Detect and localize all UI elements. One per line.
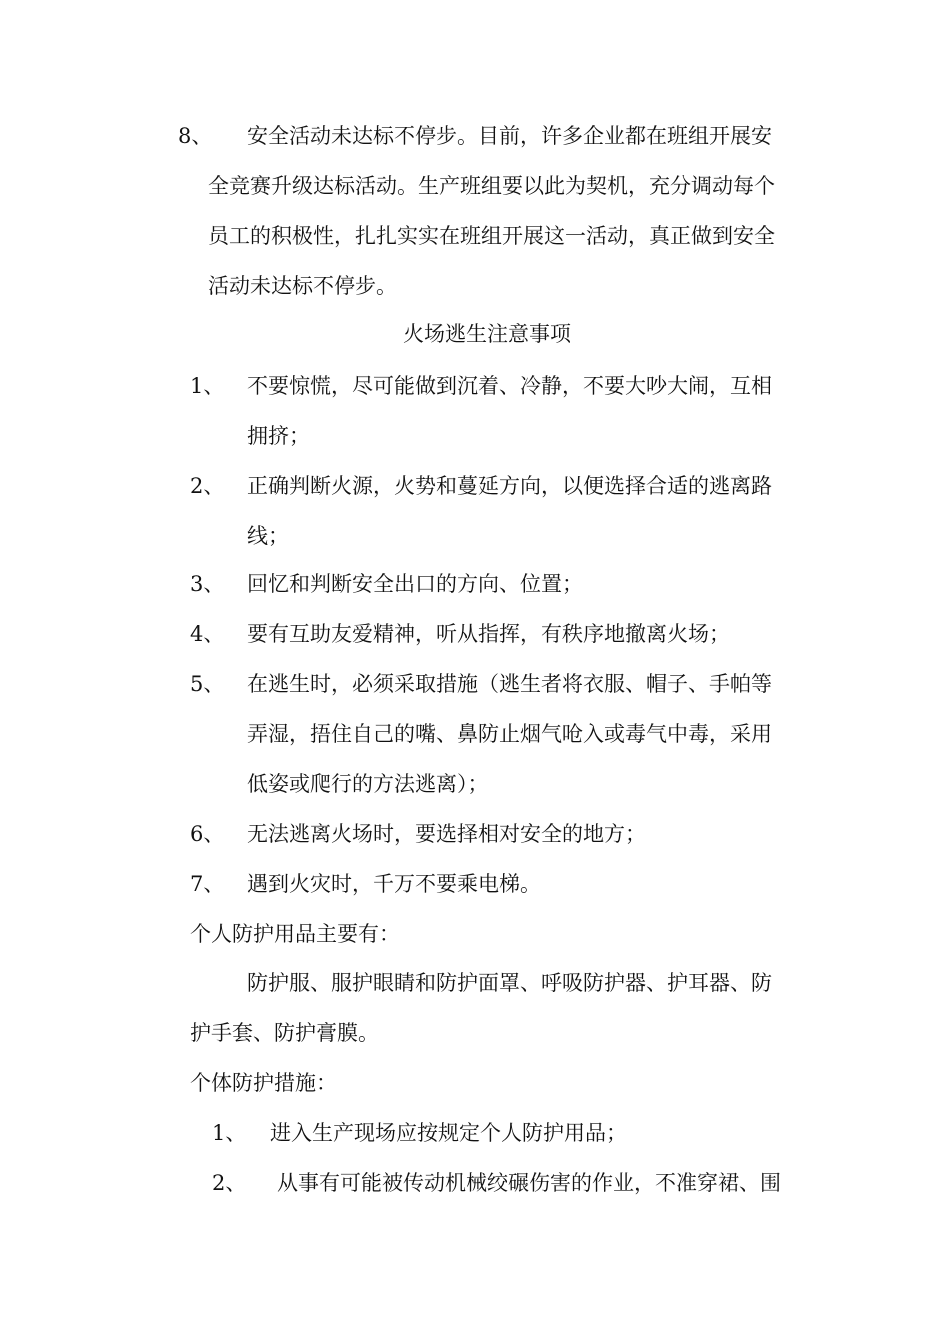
list-item-text: 在逃生时，必须采取措施（逃生者将衣服、帽子、手帕等	[247, 672, 772, 696]
list-item-number: 3、	[190, 572, 225, 596]
paragraph-line: 员工的积极性，扎扎实实在班组开展这一活动，真正做到安全	[208, 224, 775, 248]
list-item-number: 6、	[190, 822, 225, 846]
item-number: 8、	[178, 124, 213, 148]
paragraph-line: 防护服、服护眼睛和防护面罩、呼吸防护器、护耳器、防	[247, 971, 772, 995]
list-item-number: 1、	[212, 1121, 247, 1145]
list-item-text: 弄湿，捂住自己的嘴、鼻防止烟气呛入或毒气中毒，采用	[247, 722, 772, 746]
list-item-text: 进入生产现场应按规定个人防护用品；	[270, 1121, 627, 1145]
list-item-text: 线；	[247, 524, 289, 548]
list-item-number: 7、	[190, 872, 225, 896]
list-item-number: 2、	[190, 474, 225, 498]
paragraph-line: 护手套、防护膏膜。	[190, 1021, 379, 1045]
list-item-text: 无法逃离火场时，要选择相对安全的地方；	[247, 822, 646, 846]
section-heading: 个人防护用品主要有：	[190, 922, 400, 946]
list-item-number: 1、	[190, 374, 225, 398]
list-item-text: 低姿或爬行的方法逃离）；	[247, 772, 489, 796]
list-item-text: 回忆和判断安全出口的方向、位置；	[247, 572, 583, 596]
paragraph-line: 安全活动未达标不停步。目前，许多企业都在班组开展安	[247, 124, 772, 148]
list-item-text: 正确判断火源，火势和蔓延方向，以便选择合适的逃离路	[247, 474, 772, 498]
list-item-text: 从事有可能被传动机械绞碾伤害的作业，不准穿裙、围	[277, 1171, 781, 1195]
paragraph-line: 全竞赛升级达标活动。生产班组要以此为契机，充分调动每个	[208, 174, 775, 198]
list-item-number: 4、	[190, 622, 225, 646]
section-heading: 个体防护措施：	[190, 1071, 337, 1095]
paragraph-line: 活动未达标不停步。	[208, 274, 397, 298]
list-item-text: 不要惊慌，尽可能做到沉着、冷静，不要大吵大闹，互相	[247, 374, 772, 398]
list-item-number: 2、	[212, 1171, 247, 1195]
list-item-number: 5、	[190, 672, 225, 696]
list-item-text: 遇到火灾时，千万不要乘电梯。	[247, 872, 541, 896]
section-title: 火场逃生注意事项	[403, 322, 571, 346]
list-item-text: 拥挤；	[247, 424, 310, 448]
list-item-text: 要有互助友爱精神，听从指挥，有秩序地撤离火场；	[247, 622, 730, 646]
